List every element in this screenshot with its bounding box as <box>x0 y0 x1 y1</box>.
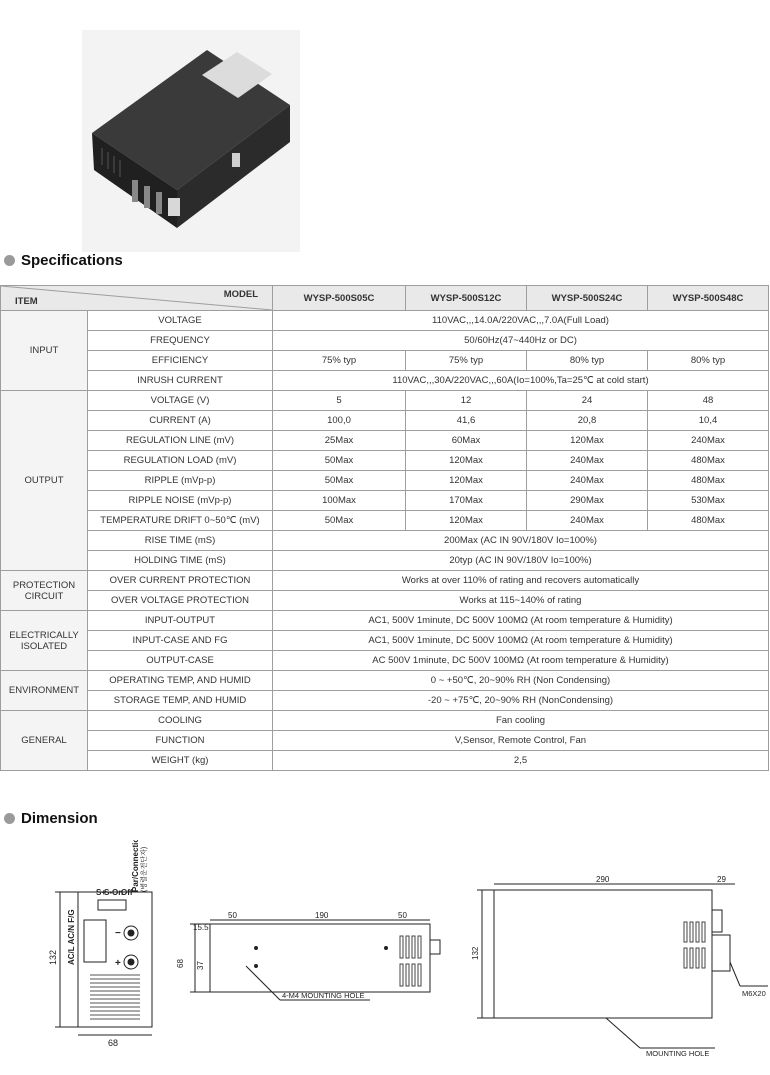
row-value: 100Max <box>273 491 406 511</box>
table-row <box>1 651 769 671</box>
row-value: 75% typ <box>273 351 406 371</box>
row-label: EFFICIENCY <box>88 351 273 371</box>
row-value: 240Max <box>527 451 648 471</box>
row-value: 110VAC,,,30A/220VAC,,,60A(Io=100%,Ta=25℃ at cold start) <box>273 371 769 391</box>
row-value: AC1, 500V 1minute, DC 500V 100MΩ (At room temperature & Humidity) <box>273 611 769 631</box>
side-dim-68: 68 <box>176 959 185 968</box>
bullet-icon <box>4 255 15 266</box>
row-value: 75% typ <box>406 351 527 371</box>
table-row <box>1 371 769 391</box>
dimension-heading <box>4 810 98 827</box>
front-height-label: 132 <box>48 949 58 965</box>
row-label: CURRENT (A) <box>88 411 273 431</box>
terminal-off: Off <box>121 888 133 897</box>
table-row <box>1 671 769 691</box>
row-value: 80% typ <box>527 351 648 371</box>
top-terminal-label: 29 <box>717 875 726 884</box>
table-row <box>1 531 769 551</box>
row-label: TEMPERATURE DRIFT 0~50℃ (mV) <box>88 511 273 531</box>
model-name: WYSP-500S48C <box>648 286 769 311</box>
row-value: AC 500V 1minute, DC 500V 100MΩ (At room temperature & Humidity) <box>273 651 769 671</box>
terminal-s-plus: S+ <box>96 888 107 897</box>
bullet-icon <box>4 813 15 824</box>
power-supply-image <box>82 30 300 252</box>
row-value: Works at over 110% of rating and recovers automatically <box>273 571 769 591</box>
group-isolation-line1: ELECTRICALLY <box>9 629 79 641</box>
row-label: VOLTAGE <box>88 311 273 331</box>
table-row <box>1 631 769 651</box>
group-protection-line2: CIRCUIT <box>24 590 64 602</box>
row-value: 240Max <box>527 471 648 491</box>
row-label: RISE TIME (mS) <box>88 531 273 551</box>
table-header-row <box>1 286 769 311</box>
row-value: 120Max <box>406 471 527 491</box>
row-value: 80% typ <box>648 351 769 371</box>
table-row <box>1 571 769 591</box>
dimension-svg <box>0 840 770 1070</box>
row-value: 50/60Hz(47~440Hz or DC) <box>273 331 769 351</box>
front-width-label: 68 <box>108 1038 119 1048</box>
par-connection-kr-label: (병렬운전단자) <box>141 846 148 892</box>
side-dim-190: 190 <box>315 911 329 920</box>
table-row <box>1 611 769 631</box>
group-protection <box>1 571 88 611</box>
plus-sign: + <box>115 958 121 969</box>
group-output: OUTPUT <box>1 391 88 571</box>
row-label: OPERATING TEMP, AND HUMID <box>88 671 273 691</box>
row-value: 480Max <box>648 451 769 471</box>
row-label: STORAGE TEMP, AND HUMID <box>88 691 273 711</box>
table-row <box>1 331 769 351</box>
row-value: 60Max <box>406 431 527 451</box>
product-photo <box>82 30 300 252</box>
group-isolation <box>1 611 88 671</box>
model-name: WYSP-500S05C <box>273 286 406 311</box>
table-row <box>1 471 769 491</box>
row-value: Fan cooling <box>273 711 769 731</box>
row-value: 120Max <box>527 431 648 451</box>
minus-sign: − <box>115 928 121 939</box>
side-offset-label: 15.5 <box>193 923 209 932</box>
top-height-label: 132 <box>471 946 480 960</box>
terminal-s-minus: S- <box>104 888 112 897</box>
row-value: 290Max <box>527 491 648 511</box>
row-label: COOLING <box>88 711 273 731</box>
row-value: 12 <box>406 391 527 411</box>
spec-table <box>0 285 769 771</box>
side-dim-37: 37 <box>196 961 205 970</box>
row-value: -20 ~ +75℃, 20~90% RH (NonCondensing) <box>273 691 769 711</box>
row-label: RIPPLE (mVp-p) <box>88 471 273 491</box>
row-label: FUNCTION <box>88 731 273 751</box>
row-value: 50Max <box>273 511 406 531</box>
par-connection-label: Par/Connection <box>131 840 140 892</box>
group-environment: ENVIRONMENT <box>1 671 88 711</box>
row-value: 200Max (AC IN 90V/180V Io=100%) <box>273 531 769 551</box>
row-value: 41,6 <box>406 411 527 431</box>
dimension-title: Dimension <box>21 810 98 827</box>
row-value: 0 ~ +50℃, 20~90% RH (Non Condensing) <box>273 671 769 691</box>
row-label: INPUT-OUTPUT <box>88 611 273 631</box>
row-value: 480Max <box>648 471 769 491</box>
row-value: 120Max <box>406 511 527 531</box>
row-label: OVER VOLTAGE PROTECTION <box>88 591 273 611</box>
table-row <box>1 711 769 731</box>
screw-label: M6X20 <box>742 989 766 998</box>
row-label: FREQUENCY <box>88 331 273 351</box>
dimension-drawings <box>0 840 770 1070</box>
group-isolation-line2: ISOLATED <box>20 640 68 652</box>
row-value: V,Sensor, Remote Control, Fan <box>273 731 769 751</box>
row-value: 2,5 <box>273 751 769 771</box>
row-value: 24 <box>527 391 648 411</box>
table-row <box>1 451 769 471</box>
table-row <box>1 431 769 451</box>
row-value: 530Max <box>648 491 769 511</box>
specifications-heading <box>4 252 123 269</box>
item-model-header <box>1 286 273 311</box>
row-label: REGULATION LOAD (mV) <box>88 451 273 471</box>
ac-terminal-label: AC/L AC/N F/G <box>67 909 76 965</box>
table-row <box>1 731 769 751</box>
model-name: WYSP-500S12C <box>406 286 527 311</box>
row-value: 25Max <box>273 431 406 451</box>
row-value: 120Max <box>406 451 527 471</box>
terminal-on: On <box>112 888 124 897</box>
group-input: INPUT <box>1 311 88 391</box>
row-label: RIPPLE NOISE (mVp-p) <box>88 491 273 511</box>
model-header: MODEL <box>223 289 258 300</box>
model-name: WYSP-500S24C <box>527 286 648 311</box>
table-row <box>1 591 769 611</box>
side-dim-50-right: 50 <box>398 911 407 920</box>
row-value: Works at 115~140% of rating <box>273 591 769 611</box>
row-label: OUTPUT-CASE <box>88 651 273 671</box>
side-dim-50-left: 50 <box>228 911 237 920</box>
group-general: GENERAL <box>1 711 88 771</box>
row-value: 50Max <box>273 471 406 491</box>
row-value: 5 <box>273 391 406 411</box>
row-value: 20,8 <box>527 411 648 431</box>
row-label: INPUT-CASE AND FG <box>88 631 273 651</box>
row-value: 50Max <box>273 451 406 471</box>
row-value: 48 <box>648 391 769 411</box>
row-label: OVER CURRENT PROTECTION <box>88 571 273 591</box>
table-row <box>1 411 769 431</box>
row-value: 100,0 <box>273 411 406 431</box>
table-row <box>1 511 769 531</box>
top-hole-label: MOUNTING HOLE <box>646 1049 710 1058</box>
row-label: WEIGHT (kg) <box>88 751 273 771</box>
row-label: INRUSH CURRENT <box>88 371 273 391</box>
table-row <box>1 391 769 411</box>
top-view <box>477 884 768 1048</box>
side-hole-label: 4-M4 MOUNTING HOLE <box>282 991 365 1000</box>
table-row <box>1 351 769 371</box>
row-value: 170Max <box>406 491 527 511</box>
group-protection-line1: PROTECTION <box>12 579 76 591</box>
table-row <box>1 311 769 331</box>
specifications-title: Specifications <box>21 252 123 269</box>
top-length-label: 290 <box>596 875 610 884</box>
row-label: REGULATION LINE (mV) <box>88 431 273 451</box>
row-value: 240Max <box>648 431 769 451</box>
table-row <box>1 551 769 571</box>
row-value: 240Max <box>527 511 648 531</box>
row-value: 110VAC,,,14.0A/220VAC,,,7.0A(Full Load) <box>273 311 769 331</box>
row-label: VOLTAGE (V) <box>88 391 273 411</box>
table-row <box>1 751 769 771</box>
row-value: 20typ (AC IN 90V/180V Io=100%) <box>273 551 769 571</box>
row-value: AC1, 500V 1minute, DC 500V 100MΩ (At room temperature & Humidity) <box>273 631 769 651</box>
item-header: ITEM <box>15 296 38 307</box>
row-value: 10,4 <box>648 411 769 431</box>
side-view <box>190 920 440 1000</box>
row-label: HOLDING TIME (mS) <box>88 551 273 571</box>
table-row <box>1 491 769 511</box>
row-value: 480Max <box>648 511 769 531</box>
table-row <box>1 691 769 711</box>
